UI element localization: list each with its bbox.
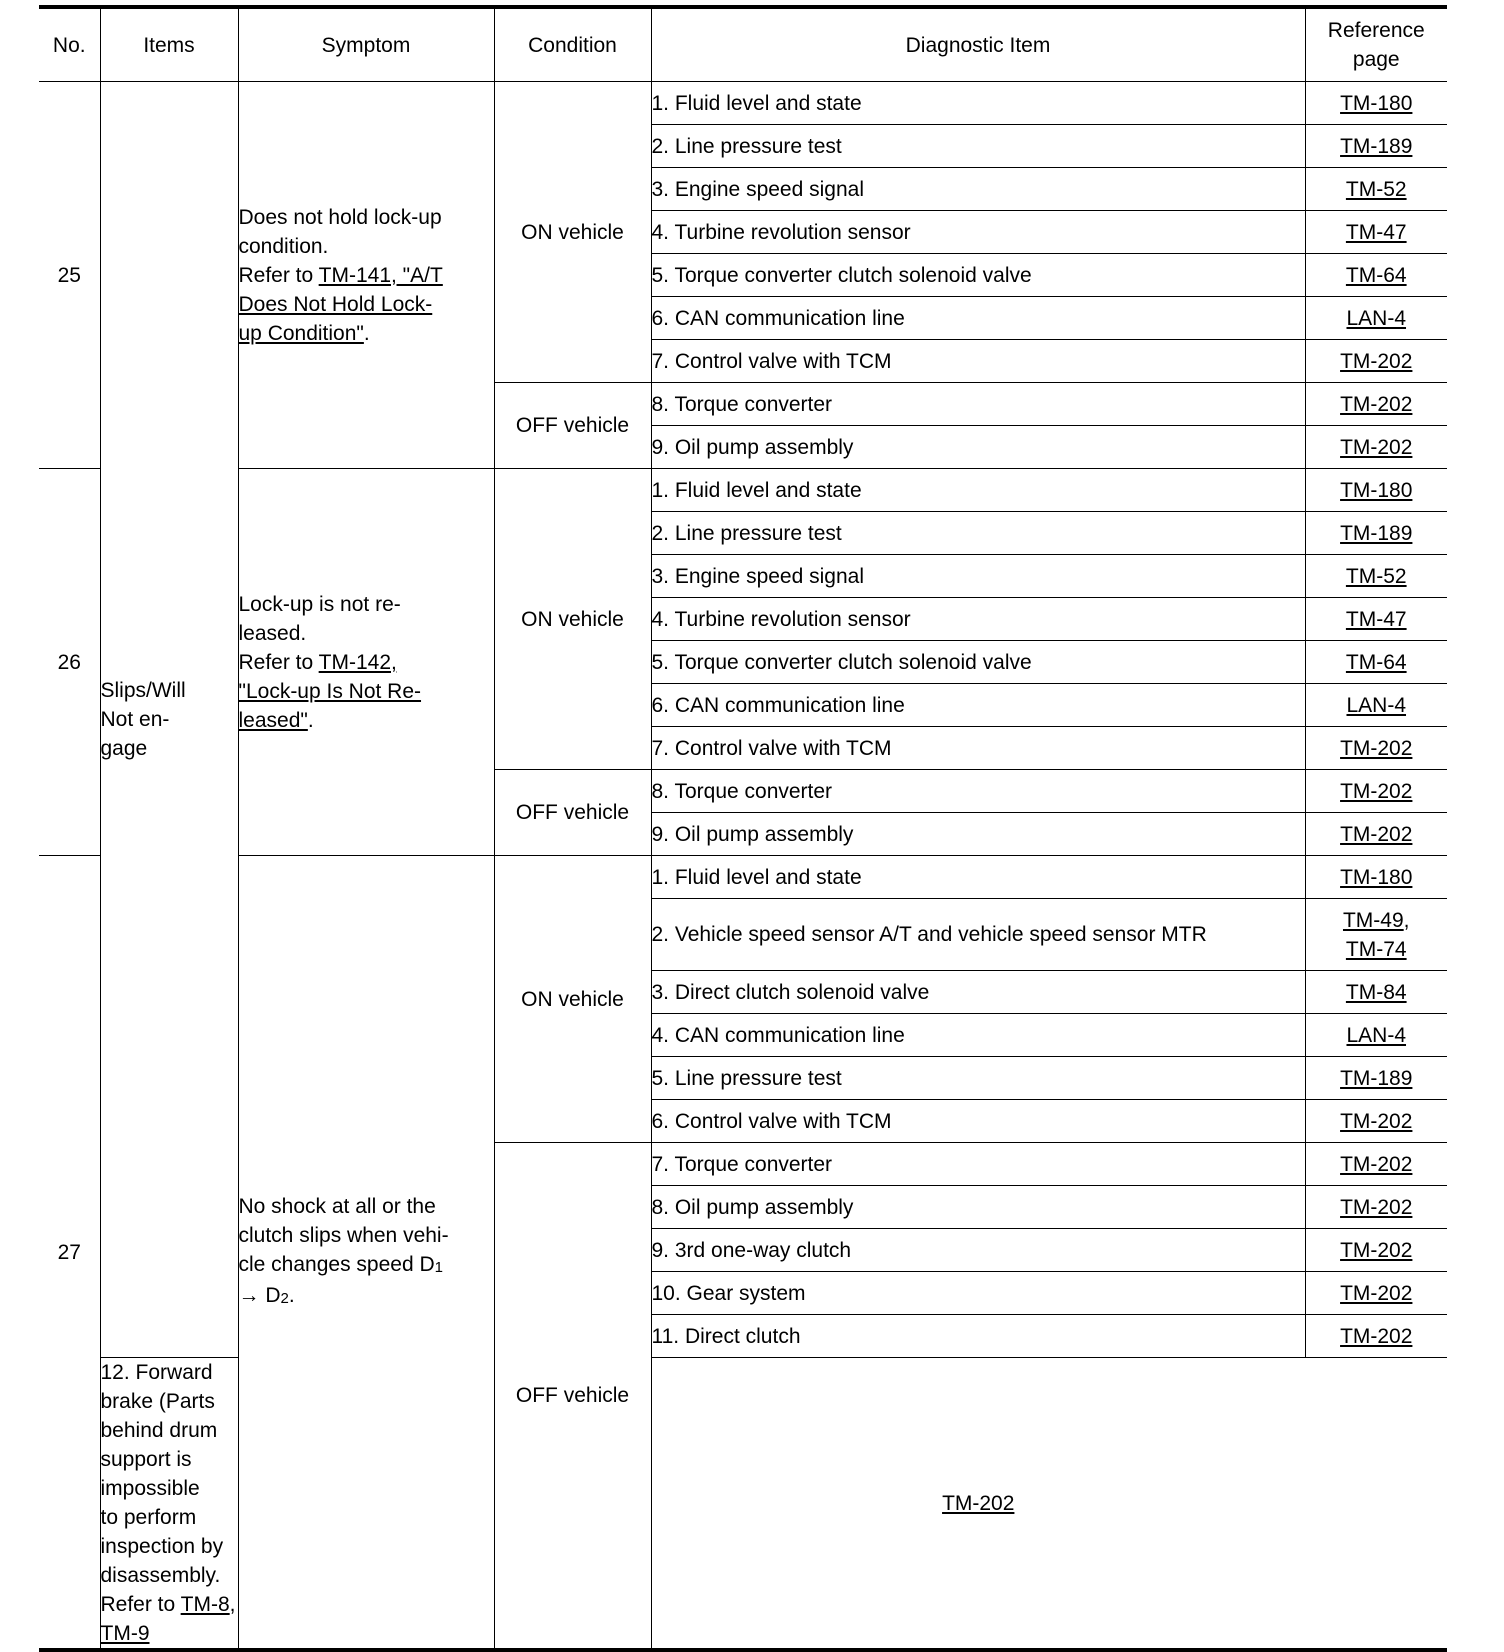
header-no: No. (39, 7, 100, 82)
header-row (39, 7, 1447, 82)
symptom-text: . (307, 708, 314, 732)
reference-link[interactable]: TM-189 (1340, 134, 1413, 158)
symptom-text: cle changes speed D (238, 1253, 435, 1276)
reference-link[interactable]: TM-202 (1340, 779, 1413, 803)
symptom-text: Refer to (238, 650, 319, 674)
reference-link[interactable]: TM-64 (1345, 263, 1407, 287)
symptom-text: leased. (238, 621, 307, 645)
diagnostic-item: 7. Torque converter (651, 1143, 1305, 1186)
reference-link[interactable]: TM-202 (942, 1491, 1015, 1515)
diagnostic-item: 5. Torque converter clutch solenoid valve (651, 254, 1305, 297)
reference-link[interactable]: TM-189 (1340, 521, 1413, 545)
diagnostic-item (100, 1358, 238, 1651)
row-number: 26 (39, 469, 100, 856)
reference-link[interactable]: TM-64 (1345, 650, 1407, 674)
reference-link[interactable]: TM-180 (1340, 91, 1413, 115)
symptom-text: → D (238, 1284, 281, 1307)
diagnostic-item: 2. Line pressure test (651, 125, 1305, 168)
diagnosis-table (39, 5, 1447, 1652)
reference-link[interactable]: LAN-4 (1346, 693, 1407, 717)
diagnostic-item: 6. CAN communication line (651, 297, 1305, 340)
reference-link[interactable]: TM-180 (1340, 478, 1413, 502)
reference-link[interactable]: TM-202 (1340, 1238, 1413, 1262)
reference-link[interactable]: TM-202 (1340, 1109, 1413, 1133)
items-cell (100, 82, 238, 1358)
symptom-text: condition. (238, 234, 329, 258)
condition-off-vehicle: OFF vehicle (494, 383, 651, 469)
diagnostic-item: 7. Control valve with TCM (651, 340, 1305, 383)
condition-on-vehicle: ON vehicle (494, 856, 651, 1143)
table-row (39, 856, 1447, 899)
diagnostic-item: 4. CAN communication line (651, 1014, 1305, 1057)
symptom-link[interactable]: up Condition" (238, 321, 364, 345)
row-number: 27 (39, 856, 100, 1651)
symptom-text: Refer to (238, 263, 319, 287)
symptom-link[interactable]: TM-142, (318, 650, 397, 674)
reference-link[interactable]: TM-202 (1340, 736, 1413, 760)
diagnostic-item: 4. Turbine revolution sensor (651, 211, 1305, 254)
diagnostic-item: 8. Torque converter (651, 770, 1305, 813)
symptom-link[interactable]: TM-141, "A/T (318, 263, 443, 287)
diagnostic-item: 5. Torque converter clutch solenoid valve (651, 641, 1305, 684)
header-items: Items (100, 7, 238, 82)
diagnostic-item: 11. Direct clutch (651, 1315, 1305, 1358)
header-reference-line1: Reference (1327, 19, 1425, 42)
diagnostic-item: 2. Vehicle speed sensor A/T and vehicle speed sensor MTR (651, 899, 1305, 971)
items-line: Slips/Will (100, 679, 186, 702)
symptom-text: No shock at all or the (238, 1195, 436, 1218)
reference-link[interactable]: TM-202 (1340, 822, 1413, 846)
reference-link[interactable]: TM-202 (1340, 1195, 1413, 1219)
symptom-cell (238, 469, 494, 856)
diagnostic-item: 4. Turbine revolution sensor (651, 598, 1305, 641)
header-condition: Condition (494, 7, 651, 82)
diagnostic-item: 7. Control valve with TCM (651, 727, 1305, 770)
table-row (39, 469, 1447, 512)
condition-on-vehicle: ON vehicle (494, 82, 651, 383)
reference-link[interactable]: TM-52 (1345, 177, 1407, 201)
items-line: gage (100, 737, 148, 760)
items-line: Not en- (100, 708, 170, 731)
symptom-link[interactable]: leased" (238, 708, 308, 732)
reference-link[interactable]: LAN-4 (1346, 306, 1407, 330)
reference-link[interactable]: TM-180 (1340, 865, 1413, 889)
diagnostic-item: 5. Line pressure test (651, 1057, 1305, 1100)
diagnostic-item: 3. Engine speed signal (651, 168, 1305, 211)
row-number: 25 (39, 82, 100, 469)
reference-link[interactable]: TM-47 (1345, 220, 1407, 244)
symptom-text: clutch slips when vehi- (238, 1224, 449, 1247)
symptom-cell (238, 856, 494, 1651)
diagnostic-item: 6. Control valve with TCM (651, 1100, 1305, 1143)
symptom-cell (238, 82, 494, 469)
link-separator: , (229, 1593, 236, 1616)
diagnostic-item-text: 12. Forward brake (Parts behind drum support is impossible (100, 1361, 218, 1500)
reference-link[interactable]: TM-47 (1345, 607, 1407, 631)
reference-link[interactable]: TM-74 (1345, 937, 1407, 961)
header-reference-line2: page (1352, 48, 1400, 71)
reference-link[interactable]: TM-9 (100, 1622, 150, 1645)
reference-link[interactable]: TM-52 (1345, 564, 1407, 588)
reference-link[interactable]: TM-49 (1342, 908, 1404, 932)
reference-link[interactable]: TM-189 (1340, 1066, 1413, 1090)
reference-link[interactable]: TM-8 (180, 1593, 230, 1616)
diagnostic-item: 10. Gear system (651, 1272, 1305, 1315)
diagnostic-item: 3. Engine speed signal (651, 555, 1305, 598)
header-reference-page (1305, 7, 1447, 82)
diagnostic-item: 8. Oil pump assembly (651, 1186, 1305, 1229)
reference-link[interactable]: LAN-4 (1346, 1023, 1407, 1047)
condition-off-vehicle: OFF vehicle (494, 1143, 651, 1651)
symptom-text: . (363, 321, 370, 345)
symptom-subscript: 2 (280, 1290, 289, 1307)
diagnostic-item-text: to perform inspection by disassembly. Refer to (100, 1506, 224, 1616)
reference-link[interactable]: TM-202 (1340, 1281, 1413, 1305)
condition-off-vehicle: OFF vehicle (494, 770, 651, 856)
diagnostic-item: 1. Fluid level and state (651, 856, 1305, 899)
diagnostic-item: 3. Direct clutch solenoid valve (651, 971, 1305, 1014)
reference-link[interactable]: TM-202 (1340, 349, 1413, 373)
reference-link[interactable]: TM-202 (1340, 1324, 1413, 1348)
header-diagnostic-item: Diagnostic Item (651, 7, 1305, 82)
condition-on-vehicle: ON vehicle (494, 469, 651, 770)
diagnostic-item: 2. Line pressure test (651, 512, 1305, 555)
diagnostic-item: 6. CAN communication line (651, 684, 1305, 727)
reference-link[interactable]: TM-84 (1345, 980, 1407, 1004)
reference-link[interactable]: TM-202 (1340, 1152, 1413, 1176)
symptom-link[interactable]: "Lock-up Is Not Re- (238, 679, 422, 703)
symptom-text: Lock-up is not re- (238, 592, 401, 616)
symptom-subscript: 1 (434, 1259, 443, 1276)
symptom-text: . (288, 1284, 295, 1307)
diagnostic-item: 1. Fluid level and state (651, 469, 1305, 512)
diagnostic-item: 1. Fluid level and state (651, 82, 1305, 125)
reference-link[interactable]: TM-202 (1340, 392, 1413, 416)
diagnostic-item: 9. Oil pump assembly (651, 426, 1305, 469)
symptom-link[interactable]: Does Not Hold Lock- (238, 292, 433, 316)
diagnostic-item: 8. Torque converter (651, 383, 1305, 426)
symptom-text: Does not hold lock-up (238, 205, 442, 229)
reference-link[interactable]: TM-202 (1340, 435, 1413, 459)
diagnostic-item: 9. Oil pump assembly (651, 813, 1305, 856)
reference-separator: , (1403, 908, 1410, 932)
table-row (39, 82, 1447, 125)
diagnostic-item: 9. 3rd one-way clutch (651, 1229, 1305, 1272)
header-symptom: Symptom (238, 7, 494, 82)
